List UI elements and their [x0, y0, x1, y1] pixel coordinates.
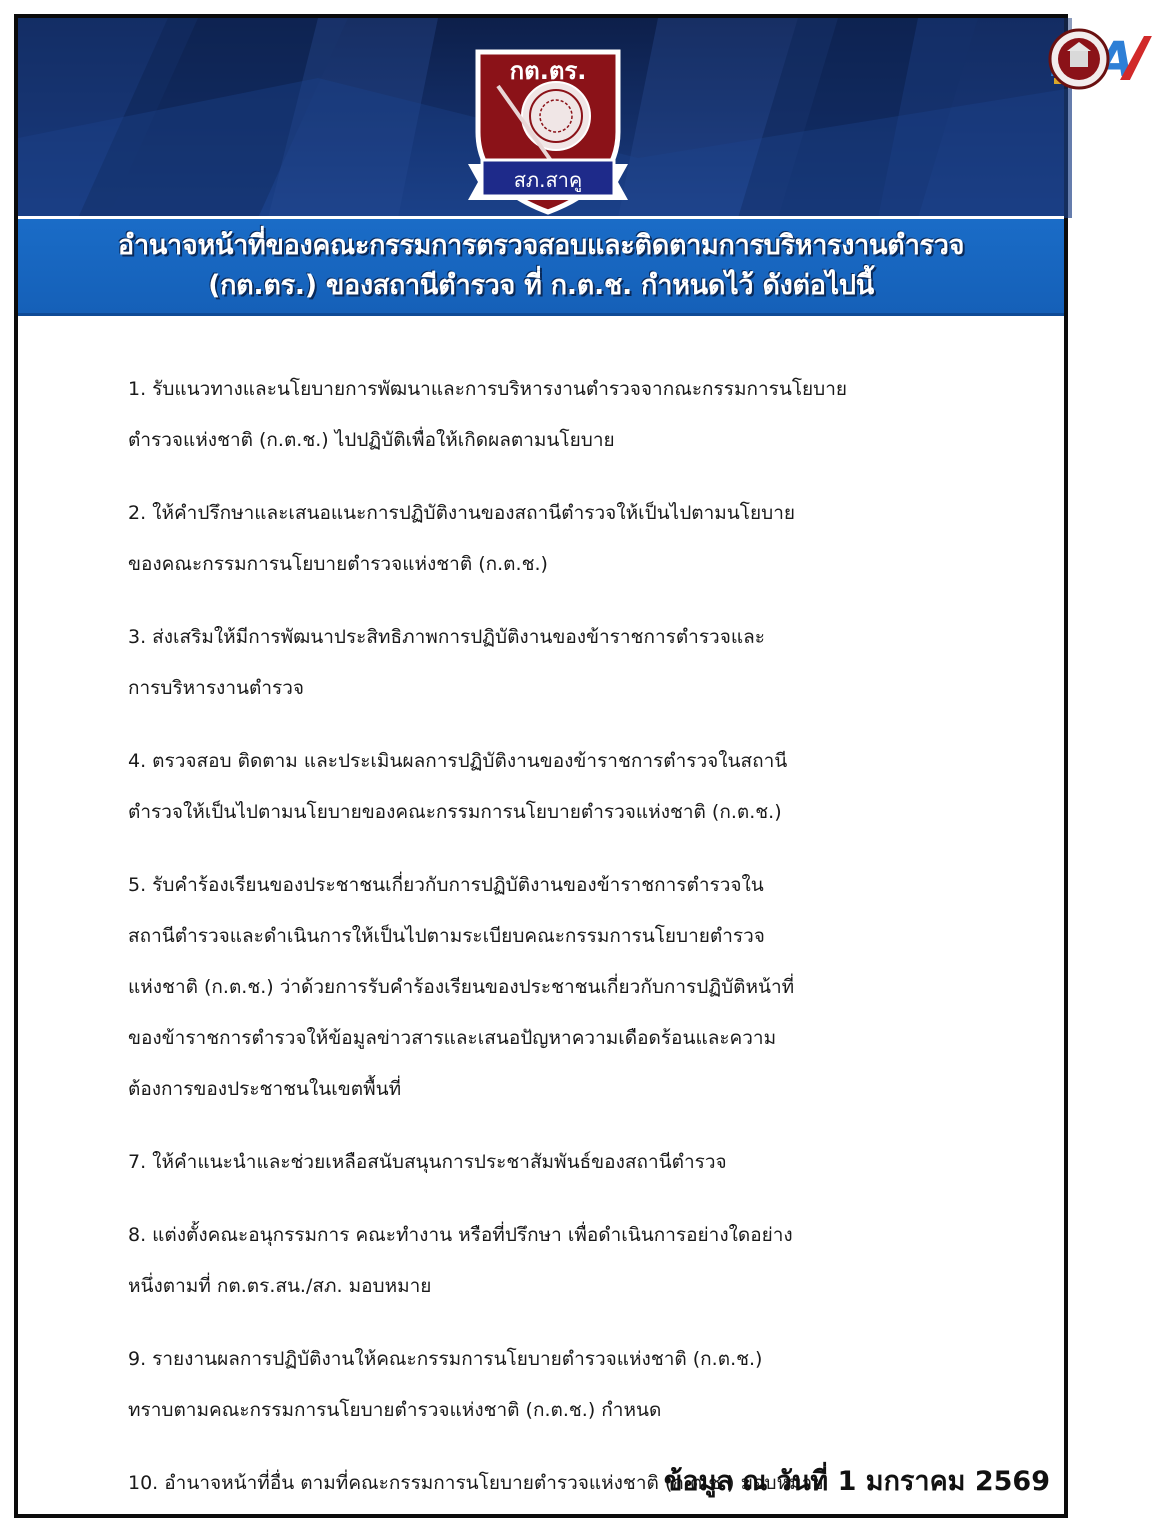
duty-item: [128, 364, 958, 466]
duty-item: [128, 736, 958, 838]
badge-ribbon-text: สภ.สาคู: [513, 168, 583, 192]
duty-line: 8. แต่งตั้งคณะอนุกรรมการ คณะทำงาน หรือที่ปรึกษา เพื่อดำเนินการอย่างใดอย่าง: [128, 1224, 793, 1246]
duty-line: ของคณะกรรมการนโยบายตำรวจแห่งชาติ (ก.ต.ช.): [128, 553, 548, 575]
title-band: [18, 216, 1064, 316]
duty-line: ต้องการของประชาชนในเขตพื้นที่: [128, 1078, 402, 1100]
page-title-line-1: อำนาจหน้าที่ของคณะกรรมการตรวจสอบและติดตามการบริหารงานตำรวจ: [117, 230, 965, 261]
duty-item: [128, 488, 958, 590]
duty-line: 7. ให้คำแนะนำและช่วยเหลือสนับสนุนการประชาสัมพันธ์ของสถานีตำรวจ: [128, 1151, 727, 1173]
kt-tr-badge: [458, 46, 638, 216]
duty-line: 4. ตรวจสอบ ติดตาม และประเมินผลการปฏิบัติงานของข้าราชการตำรวจในสถานี: [128, 750, 788, 772]
footer-date: ข้อมูล ณ วันที่ 1 มกราคม 2569: [663, 1466, 1050, 1497]
sakhu-police-station-seal-icon: [1048, 28, 1110, 90]
duty-line: ตำรวจแห่งชาติ (ก.ต.ช.) ไปปฏิบัติเพื่อให้เกิดผลตามนโยบาย: [128, 429, 615, 451]
duty-line: 10. อำนาจหน้าที่อื่น ตามที่คณะกรรมการนโยบายตำรวจแห่งชาติ (ก.ต.ช.) มอบหมาย: [128, 1472, 824, 1494]
duty-item: [128, 860, 958, 1115]
duty-item: [128, 1334, 958, 1436]
shield-icon: [458, 46, 638, 216]
duty-line: 3. ส่งเสริมให้มีการพัฒนาประสิทธิภาพการปฏิบัติงานของข้าราชการตำรวจและ: [128, 626, 765, 648]
duty-item: [128, 1137, 958, 1188]
duty-line: แห่งชาติ (ก.ต.ช.) ว่าด้วยการรับคำร้องเรียนของประชาชนเกี่ยวกับการปฏิบัติหน้าที่: [128, 976, 795, 998]
duty-line: การบริหารงานตำรวจ: [128, 677, 304, 699]
page-title-line-2: (กต.ตร.) ของสถานีตำรวจ ที่ ก.ต.ช. กำหนดไว้ ดังต่อไปนี้: [208, 270, 874, 301]
duty-line: 5. รับคำร้องเรียนของประชาชนเกี่ยวกับการปฏิบัติงานของข้าราชการตำรวจใน: [128, 874, 764, 896]
badge-top-text: กต.ตร.: [509, 57, 587, 85]
page-frame: [14, 14, 1068, 1518]
header-banner: [18, 18, 1064, 218]
duty-line: 2. ให้คำปรึกษาและเสนอแนะการปฏิบัติงานของสถานีตำรวจให้เป็นไปตามนโยบาย: [128, 502, 795, 524]
duty-line: ทราบตามคณะกรรมการนโยบายตำรวจแห่งชาติ (ก.ต.ช.) กำหนด: [128, 1399, 662, 1421]
duty-line: ตำรวจให้เป็นไปตามนโยบายของคณะกรรมการนโยบายตำรวจแห่งชาติ (ก.ต.ช.): [128, 801, 782, 823]
duty-line: สถานีตำรวจและดำเนินการให้เป็นไปตามระเบียบคณะกรรมการนโยบายตำรวจ: [128, 925, 765, 947]
duty-line: 1. รับแนวทางและนโยบายการพัฒนาและการบริหารงานตำรวจจากณะกรรมการนโยบาย: [128, 378, 848, 400]
duty-line: ของข้าราชการตำรวจให้ข้อมูลข่าวสารและเสนอปัญหาความเดือดร้อนและความ: [128, 1027, 777, 1049]
duty-item: [128, 612, 958, 714]
duty-item: [128, 1210, 958, 1312]
duties-list: [128, 364, 958, 1531]
duty-line: 9. รายงานผลการปฏิบัติงานให้คณะกรรมการนโยบายตำรวจแห่งชาติ (ก.ต.ช.): [128, 1348, 763, 1370]
duty-line: หนึ่งตามที่ กต.ตร.สน./สภ. มอบหมาย: [128, 1275, 432, 1297]
